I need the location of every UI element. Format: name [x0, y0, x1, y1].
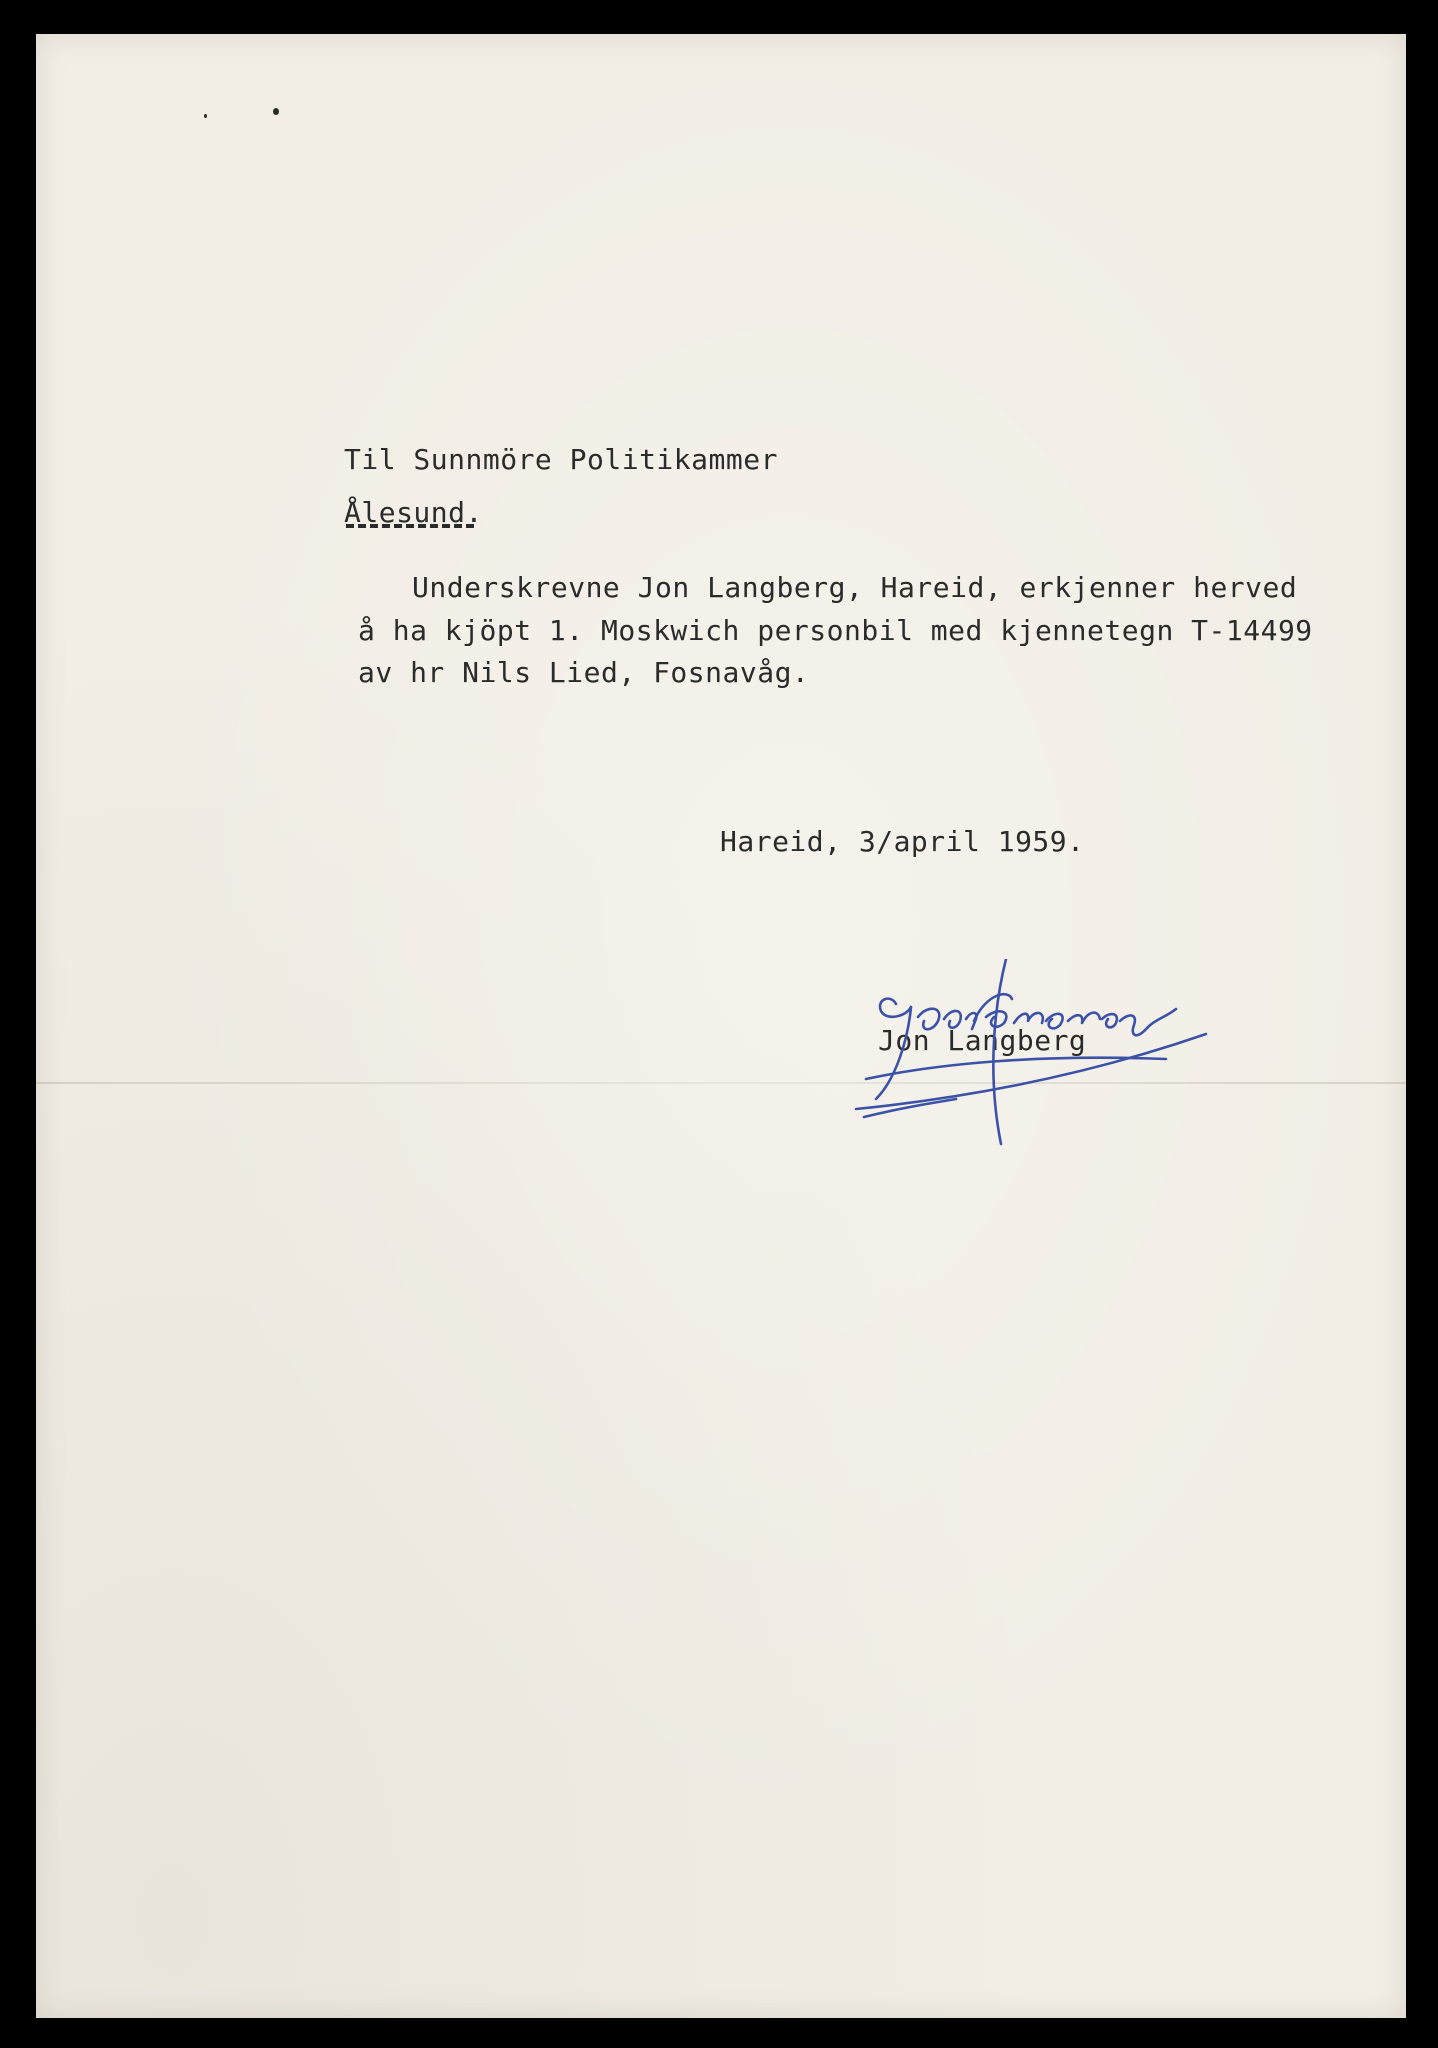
body-line-3: av hr Nils Lied, Fosnavåg.: [358, 656, 810, 689]
body-line-1: Underskrevne Jon Langberg, Hareid, erkjenner herved: [412, 571, 1298, 604]
recipient-line-2: Ålesund.: [344, 496, 483, 529]
typed-signature-name: Jon Langberg: [878, 1024, 1087, 1057]
place-date: Hareid, 3/april 1959.: [720, 825, 1085, 858]
recipient-line-1: Til Sunnmöre Politikammer: [344, 443, 778, 476]
paper-speck: [273, 108, 279, 115]
body-line-2: å ha kjöpt 1. Moskwich personbil med kjennetegn T-14499: [358, 614, 1313, 647]
paper-speck: [204, 114, 207, 118]
recipient-underline: [346, 524, 474, 528]
handwritten-signature: [836, 959, 1296, 1159]
document-page: [36, 34, 1406, 2018]
